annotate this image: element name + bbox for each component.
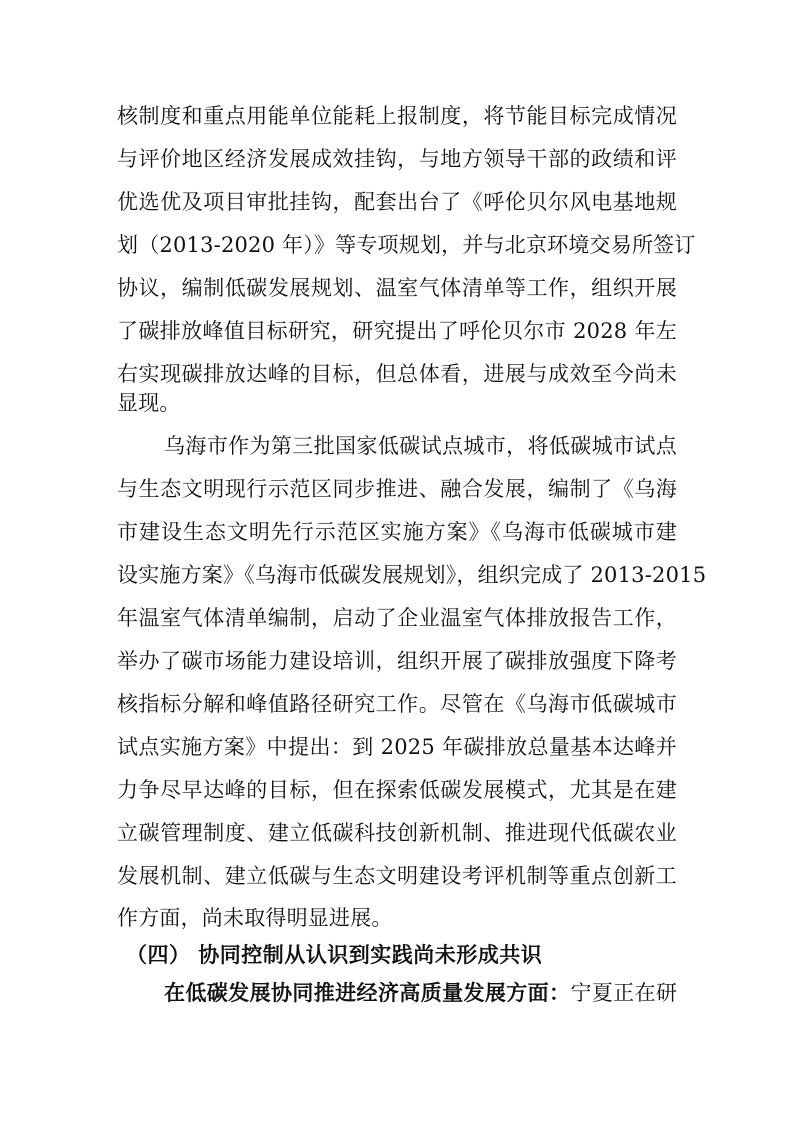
paragraph2-line-4: 设实施方案》《乌海市低碳发展规划》，组织完成了 2013-2015 <box>117 563 707 587</box>
paragraph1-line-6: 了碳排放峰值目标研究，研究提出了呼伦贝尔市 2028 年左 <box>117 319 677 343</box>
paragraph2-line-8: 试点实施方案》中提出：到 2025 年碳排放总量基本达峰并 <box>117 735 677 759</box>
paragraph2-line-3: 市建设生态文明先行示范区实施方案》《乌海市低碳城市建 <box>117 520 677 544</box>
section-heading: （四） 协同控制从认识到实践尚未形成共识 <box>126 942 543 967</box>
paragraph3-bold-lead: 在低碳发展协同推进经济高质量发展方面： <box>164 980 571 1005</box>
paragraph2-line-12: 作方面，尚未取得明显进展。 <box>117 906 393 930</box>
paragraph2-line-11: 发展机制、建立低碳与生态文明建设考评机制等重点创新工 <box>117 864 677 888</box>
paragraph1-line-5: 协议，编制低碳发展规划、温室气体清单等工作，组织开展 <box>117 276 677 300</box>
paragraph1-line-7: 右实现碳排放达峰的目标，但总体看，进展与成效至今尚未 <box>117 362 677 386</box>
paragraph1-line-1: 核制度和重点用能单位能耗上报制度，将节能目标完成情况 <box>117 104 677 128</box>
paragraph2-line-10: 立碳管理制度、建立低碳科技创新机制、推进现代低碳农业 <box>117 821 677 845</box>
paragraph3-line-1 <box>164 975 677 1011</box>
paragraph2-line-2: 与生态文明现行示范区同步推进、融合发展，编制了《乌海 <box>117 477 677 501</box>
paragraph2-line-5: 年温室气体清单编制，启动了企业温室气体排放报告工作， <box>117 606 677 630</box>
paragraph1-line-2: 与评价地区经济发展成效挂钩，与地方领导干部的政绩和评 <box>117 147 677 171</box>
paragraph1-line-3: 优选优及项目审批挂钩，配套出台了《呼伦贝尔风电基地规 <box>117 190 677 214</box>
paragraph2-line-6: 举办了碳市场能力建设培训，组织开展了碳排放强度下降考 <box>117 649 677 673</box>
paragraph1-line-4: 划（2013-2020 年）》等专项规划，并与北京环境交易所签订 <box>117 233 696 257</box>
paragraph2-line-1: 乌海市作为第三批国家低碳试点城市，将低碳城市试点 <box>164 434 677 458</box>
paragraph2-line-7: 核指标分解和峰值路径研究工作。尽管在《乌海市低碳城市 <box>117 692 677 716</box>
paragraph3-text: 宁夏正在研 <box>570 981 678 1005</box>
paragraph1-line-8: 显现。 <box>117 391 181 415</box>
paragraph2-line-9: 力争尽早达峰的目标，但在探索低碳发展模式，尤其是在建 <box>117 778 677 802</box>
